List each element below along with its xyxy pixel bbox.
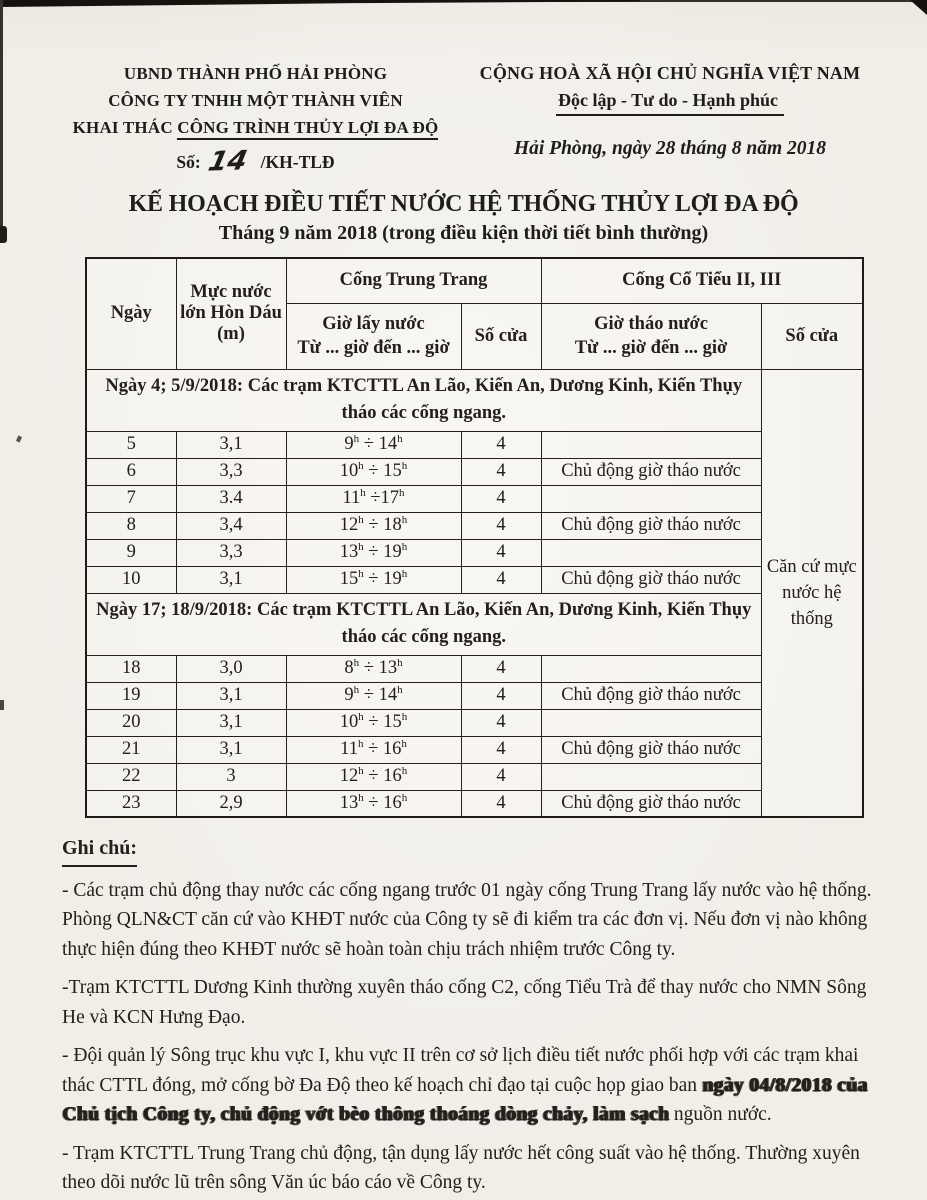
issuer-company-underlined: CÔNG TRÌNH THỦY LỢI ĐA ĐỘ bbox=[177, 118, 438, 140]
col-header-day: Ngày bbox=[86, 258, 176, 369]
intake-hours-label: Giờ lấy nước bbox=[322, 314, 425, 334]
cell-hours: $15^h \div 19^h$ bbox=[286, 566, 461, 593]
col-header-drain-hours bbox=[541, 303, 761, 369]
issuer-authority: UBND THÀNH PHỐ HẢI PHÒNG bbox=[123, 64, 388, 83]
cell-day: 8 bbox=[86, 512, 176, 539]
scan-artifact-speck bbox=[16, 435, 22, 442]
cell-note: Chủ động giờ tháo nước bbox=[541, 566, 761, 593]
col-header-gate-count-2: Số cửa bbox=[761, 303, 863, 369]
cell-note: Chủ động giờ tháo nước bbox=[541, 458, 761, 485]
cell-gates: 4 bbox=[461, 539, 541, 566]
right-note-cell: Căn cứ mực nước hệ thống bbox=[761, 369, 863, 817]
cell-note bbox=[541, 539, 761, 566]
cell-gates: 4 bbox=[461, 566, 541, 593]
scan-artifact-left-blob bbox=[0, 226, 7, 243]
cell-level: 3,1 bbox=[176, 709, 286, 736]
table-header-group-row bbox=[86, 258, 863, 303]
cell-level: 3,1 bbox=[176, 431, 286, 458]
cell-hours: $13^h \div 19^h$ bbox=[286, 539, 461, 566]
cell-day: 9 bbox=[86, 539, 176, 566]
col-group-co-tieu: Cống Cổ Tiểu II, III bbox=[541, 258, 863, 303]
issuer-company-line1: CÔNG TY TNHH MỘT THÀNH VIÊN bbox=[108, 91, 403, 110]
letterhead-national-block bbox=[453, 60, 887, 175]
cell-hours: $8^h \div 13^h$ bbox=[286, 655, 461, 682]
section-header-row bbox=[86, 593, 863, 655]
note-paragraph-3 bbox=[62, 1041, 883, 1130]
cell-level: 3,1 bbox=[176, 682, 286, 709]
national-motto-line2: Độc lập - Tư do - Hạnh phúc bbox=[556, 87, 784, 116]
cell-day: 22 bbox=[86, 763, 176, 790]
table-row bbox=[86, 790, 863, 817]
cell-day: 10 bbox=[86, 566, 176, 593]
cell-level: 3,4 bbox=[176, 512, 286, 539]
table-row bbox=[86, 682, 863, 709]
col-group-trung-trang: Cống Trung Trang bbox=[286, 258, 541, 303]
notes-title: Ghi chú: bbox=[62, 834, 137, 867]
table-row bbox=[86, 458, 863, 485]
document-number-handwritten: 14 bbox=[205, 145, 250, 178]
scan-artifact-speck bbox=[0, 700, 4, 710]
note-paragraph-2: -Trạm KTCTTL Dương Kinh thường xuyên tháo cống C2, cống Tiểu Trà để thay nước cho NMN Sông He và KCN Hưng Đạo. bbox=[62, 977, 867, 1028]
table-body bbox=[86, 369, 863, 817]
cell-gates: 4 bbox=[461, 485, 541, 512]
note-3-smeared: ngày 04/8/2018 của Chủ tịch Công ty, chủ động vớt bèo thông thoáng dòng chảy, làm sạch bbox=[62, 1074, 868, 1125]
cell-gates: 4 bbox=[461, 655, 541, 682]
cell-hours: $9^h \div 14^h$ bbox=[286, 682, 461, 709]
cell-hours: $11^h \div 17^h$ bbox=[286, 485, 461, 512]
table-row bbox=[86, 763, 863, 790]
table-row bbox=[86, 655, 863, 682]
cell-note: Chủ động giờ tháo nước bbox=[541, 736, 761, 763]
cell-gates: 4 bbox=[461, 682, 541, 709]
issuer-company-line2 bbox=[58, 114, 453, 141]
cell-gates: 4 bbox=[461, 790, 541, 817]
cell-gates: 4 bbox=[461, 458, 541, 485]
cell-level: 3,3 bbox=[176, 539, 286, 566]
drain-hours-sublabel: Từ ... giờ đến ... giờ bbox=[574, 338, 728, 358]
cell-hours: $10^h \div 15^h$ bbox=[286, 458, 461, 485]
document-subtitle: Tháng 9 năm 2018 (trong điều kiện thời tiết bình thường) bbox=[218, 222, 709, 244]
section-header-text: Ngày 17; 18/9/2018: Các trạm KTCTTL An Lão, Kiến An, Dương Kinh, Kiến Thụy tháo các cống ngang. bbox=[86, 593, 761, 655]
table-row bbox=[86, 539, 863, 566]
title-block bbox=[0, 191, 927, 245]
document-title: KẾ HOẠCH ĐIỀU TIẾT NƯỚC HỆ THỐNG THỦY LỢI ĐA ĐỘ bbox=[128, 191, 799, 217]
cell-note bbox=[541, 431, 761, 458]
cell-day: 18 bbox=[86, 655, 176, 682]
place-date-line: Hải Phòng, ngày 28 tháng 8 năm 2018 bbox=[513, 138, 827, 159]
cell-hours: $9^h \div 14^h$ bbox=[286, 431, 461, 458]
table-row bbox=[86, 512, 863, 539]
drain-hours-label: Giờ tháo nước bbox=[594, 314, 708, 334]
section-header-row bbox=[86, 369, 863, 431]
cell-hours: $10^h \div 15^h$ bbox=[286, 709, 461, 736]
table-row bbox=[86, 485, 863, 512]
cell-level: 3,0 bbox=[176, 655, 286, 682]
cell-gates: 4 bbox=[461, 512, 541, 539]
cell-note bbox=[541, 763, 761, 790]
cell-gates: 4 bbox=[461, 763, 541, 790]
document-number-label: Số: bbox=[176, 152, 201, 172]
note-3-normal: - Đội quản lý Sông trục khu vực I, khu vực II trên cơ sở lịch điều tiết nước phối hợp với các trạm khai thác CTTL đóng, mở cống bờ Đa Độ theo kế hoạch chỉ đạo tại cuộc họp giao ban bbox=[62, 1045, 859, 1096]
col-header-gate-count-1: Số cửa bbox=[461, 303, 541, 369]
cell-level: 2,9 bbox=[176, 790, 286, 817]
cell-day: 20 bbox=[86, 709, 176, 736]
cell-note bbox=[541, 655, 761, 682]
letterhead bbox=[0, 0, 927, 178]
cell-day: 7 bbox=[86, 485, 176, 512]
note-paragraph-1: - Các trạm chủ động thay nước các cống ngang trước 01 ngày cống Trung Trang lấy nước vào hệ thống. Phòng QLN&CT căn cứ vào KHĐT nước của Công ty sẽ đi kiểm tra các đơn vị. Nếu đơn vị nào không thực hiện đúng theo KHĐT nước sẽ hoàn toàn chịu trách nhiệm trước Công ty. bbox=[62, 879, 872, 960]
cell-gates: 4 bbox=[461, 431, 541, 458]
table-head bbox=[86, 258, 863, 369]
table-row bbox=[86, 709, 863, 736]
cell-hours: $12^h \div 16^h$ bbox=[286, 763, 461, 790]
cell-note: Chủ động giờ tháo nước bbox=[541, 512, 761, 539]
table-row bbox=[86, 736, 863, 763]
section-header-text: Ngày 4; 5/9/2018: Các trạm KTCTTL An Lão, Kiến An, Dương Kinh, Kiến Thụy tháo các cống ngang. bbox=[86, 369, 761, 431]
cell-gates: 4 bbox=[461, 736, 541, 763]
cell-note: Chủ động giờ tháo nước bbox=[541, 682, 761, 709]
table-row bbox=[86, 431, 863, 458]
cell-gates: 4 bbox=[461, 709, 541, 736]
cell-level: 3,1 bbox=[176, 736, 286, 763]
cell-hours: $11^h \div 16^h$ bbox=[286, 736, 461, 763]
col-header-water-level: Mực nước lớn Hòn Dáu (m) bbox=[176, 258, 286, 369]
issuer-company-prefix: KHAI THÁC bbox=[72, 118, 178, 137]
intake-hours-sublabel: Từ ... giờ đến ... giờ bbox=[297, 338, 450, 358]
cell-level: 3 bbox=[176, 763, 286, 790]
note-paragraph-4: - Trạm KTCTTL Trung Trang chủ động, tận dụng lấy nước hết công suất vào hệ thống. Thường xuyên theo dõi nước lũ trên sông Văn úc báo cáo về Công ty. bbox=[62, 1142, 860, 1193]
cell-note: Chủ động giờ tháo nước bbox=[541, 790, 761, 817]
cell-level: 3.4 bbox=[176, 485, 286, 512]
national-motto-line1: CỘNG HOÀ XÃ HỘI CHỦ NGHĨA VIỆT NAM bbox=[479, 63, 861, 83]
col-header-intake-hours bbox=[286, 303, 461, 369]
water-regulation-schedule-table bbox=[85, 257, 864, 818]
cell-day: 23 bbox=[86, 790, 176, 817]
cell-level: 3,3 bbox=[176, 458, 286, 485]
note-3-tail: nguồn nước. bbox=[669, 1104, 772, 1125]
cell-hours: $12^h \div 18^h$ bbox=[286, 512, 461, 539]
cell-day: 19 bbox=[86, 682, 176, 709]
document-number-line bbox=[58, 144, 453, 178]
cell-day: 5 bbox=[86, 431, 176, 458]
cell-note bbox=[541, 709, 761, 736]
letterhead-issuer-block bbox=[58, 60, 453, 178]
cell-hours: $13^h \div 16^h$ bbox=[286, 790, 461, 817]
cell-note bbox=[541, 485, 761, 512]
document-number-suffix: /KH-TLĐ bbox=[260, 152, 335, 172]
cell-level: 3,1 bbox=[176, 566, 286, 593]
cell-day: 21 bbox=[86, 736, 176, 763]
scan-artifact-left-edge bbox=[0, 0, 3, 238]
notes-section bbox=[0, 818, 927, 1198]
table-row bbox=[86, 566, 863, 593]
cell-day: 6 bbox=[86, 458, 176, 485]
